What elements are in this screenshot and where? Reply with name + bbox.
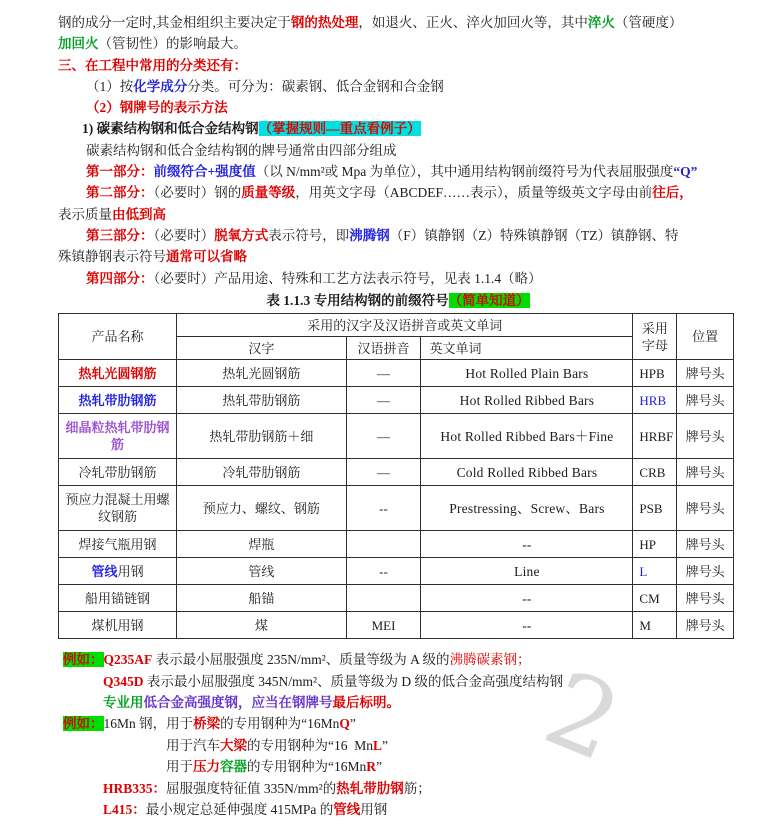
text-segment: 通常可以省略 [166, 249, 247, 265]
text-segment: 表 1.1.3 专用结构钢的前缀符号 [266, 292, 449, 308]
text-segment: 煤 [254, 617, 268, 633]
text-segment: 碳素结构钢和低合金结构钢的牌号通常由四部分组成 [86, 142, 397, 158]
text-segment: 牌号头 [685, 617, 725, 633]
text-segment: ，用英文字母（ABCDEF……表示），质量等级英文字母由前 [295, 185, 653, 201]
text-segment: （F）镇静钢（Z）特殊镇静钢（TZ）镇静钢、特 [389, 227, 679, 243]
text-segment: 屈服强度特征值 335N/mm²的 [166, 780, 337, 796]
text-segment: R [366, 759, 376, 775]
cell-english [421, 414, 633, 459]
cell-hanzi [177, 360, 346, 387]
cell-product-name [59, 387, 177, 414]
text-segment: Q [339, 716, 350, 732]
text-segment: M [639, 617, 651, 633]
text-segment: 牌号头 [685, 365, 725, 381]
text-line [58, 204, 738, 225]
cell-position [677, 360, 734, 387]
text-line [58, 246, 738, 267]
text-line [58, 161, 738, 182]
cell-hanzi [177, 414, 346, 459]
text-segment: 牌号头 [685, 464, 725, 480]
example-line [58, 735, 738, 756]
text-segment: 大梁 [220, 737, 247, 753]
text-segment: 表示质量 [58, 206, 112, 222]
cell-hanzi [177, 459, 346, 486]
header-product-name: 产品名称 [59, 314, 177, 360]
text-segment: 牌号头 [685, 392, 725, 408]
cell-product-name [59, 558, 177, 585]
text-segment: 焊瓶 [248, 536, 275, 552]
cell-position [677, 414, 734, 459]
cell-letter [633, 585, 677, 612]
text-segment: 热轧带肋钢筋 [78, 392, 157, 408]
cell-letter [633, 459, 677, 486]
cell-pinyin [346, 612, 421, 639]
text-segment: HP [639, 536, 657, 552]
text-segment: （以 N/mm²或 Mpa 为单位），其中通用结构钢前缀符号为代表屈服强度 [255, 164, 674, 180]
cell-position [677, 585, 734, 612]
cell-position [677, 459, 734, 486]
cell-product-name [59, 585, 177, 612]
cell-product-name [59, 612, 177, 639]
text-segment: 船用锚链钢 [85, 590, 151, 606]
text-segment: 预应力、螺纹、钢筋 [202, 500, 320, 516]
text-segment: CRB [639, 464, 666, 480]
cell-hanzi [177, 387, 346, 414]
text-line [58, 118, 738, 139]
text-segment: 最小规定总延伸强度 415MPa 的 [145, 802, 334, 817]
text-segment: 淬火 [587, 15, 615, 30]
text-segment: 热轧带肋钢筋 [222, 392, 301, 408]
text-segment: Line [514, 563, 540, 579]
text-segment: 第二部分： [86, 185, 154, 201]
cell-hanzi [177, 585, 346, 612]
text-segment: （必要时） [153, 227, 215, 243]
example-line [58, 671, 738, 692]
cell-position [677, 486, 734, 531]
header-pinyin: 汉语拼音 [346, 337, 421, 360]
example-line [58, 799, 738, 820]
cell-pinyin [346, 414, 421, 459]
table-row [59, 486, 734, 531]
cell-letter [633, 612, 677, 639]
text-segment: 筋； [403, 780, 431, 796]
text-segment: 第四部分： [86, 270, 154, 286]
text-line [58, 225, 738, 246]
text-segment: 牌号头 [685, 500, 725, 516]
text-segment: （必要时）钢的 [153, 185, 242, 201]
cell-product-name [59, 486, 177, 531]
text-segment: -- [379, 500, 388, 516]
text-segment: 热轧光圆钢筋 [222, 365, 301, 381]
text-segment: 容器 [220, 759, 247, 775]
cell-pinyin [346, 459, 421, 486]
cell-english [421, 459, 633, 486]
text-segment: CM [639, 590, 660, 606]
text-segment: 预应力混凝土用螺纹钢筋 [65, 492, 170, 525]
text-segment: 钢的成分一定时,其金相组织主要决定于 [58, 15, 291, 30]
text-segment: （掌握规则—重点看例子） [258, 121, 421, 137]
text-segment: “Q” [673, 164, 698, 180]
cell-pinyin [346, 360, 421, 387]
cell-product-name [59, 414, 177, 459]
cell-position [677, 387, 734, 414]
text-segment: -- [522, 617, 532, 633]
cell-letter [633, 531, 677, 558]
text-segment: — [377, 365, 390, 381]
text-segment: 用钢 [117, 563, 144, 579]
text-segment: 例如： [63, 652, 104, 668]
text-segment: 16Mn 钢，用于 [103, 716, 194, 732]
cell-english [421, 486, 633, 531]
text-segment: 管线 [248, 563, 275, 579]
cell-english [421, 360, 633, 387]
text-segment: -- [522, 590, 532, 606]
text-segment: -- [522, 536, 532, 552]
example-line [58, 778, 738, 799]
example-line [58, 713, 738, 734]
header-position: 位置 [677, 314, 734, 360]
text-segment: -- [379, 563, 388, 579]
cell-english [421, 531, 633, 558]
watermark-digit: 2 [529, 647, 637, 785]
table-row [59, 612, 734, 639]
cell-position [677, 558, 734, 585]
text-segment: ” [376, 759, 382, 775]
text-segment: 往后， [652, 185, 693, 201]
text-line [58, 55, 738, 76]
text-segment: 加回火 [58, 36, 99, 52]
cell-english [421, 558, 633, 585]
text-segment: 化学成分 [133, 78, 188, 94]
text-segment: 牌号头 [685, 563, 725, 579]
cell-letter [633, 387, 677, 414]
text-segment: （管韧性）的影响最大。 [98, 36, 247, 52]
text-segment: L [639, 563, 648, 579]
text-segment: PSB [639, 500, 663, 516]
header-letter: 采用字母 [633, 314, 677, 360]
cell-hanzi [177, 486, 346, 531]
text-segment: 热轧带肋钢 [336, 780, 404, 796]
table-row [59, 531, 734, 558]
text-segment: 前缀符合+强度值 [153, 164, 256, 180]
text-segment: 的专用钢种为“16Mn [220, 716, 340, 732]
text-segment: L [373, 737, 383, 753]
cell-position [677, 531, 734, 558]
text-segment: 焊接气瓶用钢 [78, 536, 157, 552]
text-segment: HRB [639, 392, 667, 408]
header-group: 采用的汉字及汉语拼音或英文单词 [177, 314, 633, 337]
text-segment: 冷轧带肋钢筋 [78, 464, 157, 480]
text-segment: （必要时）产品用途、特殊和工艺方法表示符号，见表 1.1.4（略） [153, 270, 542, 286]
text-line [58, 76, 738, 97]
table-row [59, 585, 734, 612]
text-segment: 1) 碳素结构钢和低合金结构钢 [82, 121, 259, 137]
cell-letter [633, 414, 677, 459]
cell-product-name [59, 531, 177, 558]
text-segment: Hot Rolled Ribbed Bars＋Fine [440, 428, 614, 444]
text-segment: 分类。可分为：碳素钢、低合金钢和合金钢 [187, 78, 444, 94]
text-segment: 脱氧方式 [214, 227, 269, 243]
text-segment: Hot Rolled Ribbed Bars [459, 392, 595, 408]
table-row [59, 459, 734, 486]
text-segment: 沸腾钢 [349, 227, 390, 243]
text-segment: ，如退火、正火、淬火加回火等，其中 [358, 15, 588, 30]
cell-pinyin [346, 531, 421, 558]
text-segment: ” [382, 737, 389, 753]
text-segment: HPB [639, 365, 665, 381]
table-row [59, 414, 734, 459]
text-line [58, 182, 738, 203]
text-segment: 由低到高 [112, 206, 166, 222]
text-segment: 压力 [193, 759, 220, 775]
table-caption-line [58, 290, 738, 311]
text-segment: 表示最小屈服强度 235N/mm²、质量等级为 A 级的 [152, 652, 450, 668]
table-row [59, 387, 734, 414]
text-segment: 第三部分： [86, 227, 154, 243]
text-segment: 船锚 [248, 590, 275, 606]
text-segment: 例如： [63, 716, 104, 732]
cell-hanzi [177, 558, 346, 585]
text-segment: （1）按 [86, 78, 134, 94]
cell-pinyin [346, 558, 421, 585]
text-segment: 专业用 [103, 694, 144, 710]
text-segment: 三、在工程中常用的分类还有： [58, 57, 247, 73]
text-segment: 牌号头 [685, 536, 725, 552]
header-english: 英文单词 [421, 337, 633, 360]
text-segment: 煤机用钢 [91, 617, 144, 633]
cell-english [421, 387, 633, 414]
text-segment: Q345D [103, 673, 144, 689]
cell-product-name [59, 459, 177, 486]
text-segment: 低合金高强度钢，应当在钢牌号 [143, 694, 333, 710]
cell-letter [633, 360, 677, 387]
cell-hanzi [177, 531, 346, 558]
cell-letter [633, 558, 677, 585]
text-segment: Cold Rolled Ribbed Bars [456, 464, 598, 480]
table-row [59, 558, 734, 585]
text-line [58, 97, 738, 118]
text-segment: — [377, 392, 390, 408]
text-segment: 用于 [166, 759, 193, 775]
text-segment: 冷轧带肋钢筋 [222, 464, 301, 480]
example-line [58, 692, 738, 713]
text-segment: 的专用钢种为“16Mn [247, 759, 367, 775]
text-segment: 管线 [91, 563, 118, 579]
text-segment: 殊镇静钢表示符号 [58, 249, 166, 265]
text-segment: （简单知道） [448, 292, 530, 308]
text-segment: 沸腾碳素钢； [449, 652, 531, 668]
text-segment: （2）钢牌号的表示方法 [86, 100, 228, 116]
text-segment: （管硬度） [614, 15, 683, 30]
text-segment: 细晶粒热轧带肋钢筋 [65, 420, 170, 453]
cell-hanzi [177, 612, 346, 639]
cell-pinyin [346, 486, 421, 531]
text-line [58, 268, 738, 289]
text-segment: Q235AF [103, 652, 153, 668]
examples-section [58, 649, 738, 820]
text-segment: 表示最小屈服强度 345N/mm²、质量等级为 D 级的低合金高强度结构钢 [143, 673, 564, 689]
text-segment: 用于汽车 [166, 737, 220, 753]
header-hanzi: 汉字 [177, 337, 346, 360]
text-segment: HRB335： [103, 780, 167, 796]
text-segment: — [377, 464, 390, 480]
table-row [59, 360, 734, 387]
text-segment: 热轧光圆钢筋 [78, 365, 157, 381]
text-segment: 用钢 [360, 802, 388, 817]
text-segment: 牌号头 [685, 590, 725, 606]
table-caption [58, 290, 738, 311]
cell-english [421, 612, 633, 639]
example-line [58, 756, 738, 777]
text-segment: 表示符号，即 [268, 227, 350, 243]
text-segment: 牌号头 [685, 428, 725, 444]
text-segment: 桥梁 [193, 716, 221, 732]
text-segment: MEI [371, 617, 396, 633]
text-segment: — [377, 428, 390, 444]
text-segment: Hot Rolled Plain Bars [465, 365, 589, 381]
text-segment: Prestressing、Screw、Bars [449, 500, 605, 516]
text-line [58, 140, 738, 161]
cell-position [677, 612, 734, 639]
prefix-symbols-table [58, 313, 734, 639]
cell-pinyin [346, 387, 421, 414]
cell-letter [633, 486, 677, 531]
text-segment: 质量等级 [241, 185, 296, 201]
cell-product-name [59, 360, 177, 387]
text-segment: 的专用钢种为“16 Mn [247, 737, 373, 753]
cell-english [421, 585, 633, 612]
example-line [58, 649, 738, 670]
text-segment: L415： [103, 802, 146, 817]
text-segment: HRBF [639, 428, 674, 444]
text-segment: 热轧带肋钢筋＋细 [209, 428, 314, 444]
text-segment: 管线 [333, 802, 361, 817]
text-segment: 钢的热处理 [290, 15, 359, 30]
cell-pinyin [346, 585, 421, 612]
text-line [58, 12, 738, 33]
text-line [58, 33, 738, 54]
intro-section [58, 12, 738, 289]
text-segment: 最后标明。 [332, 694, 400, 710]
text-segment: 第一部分： [86, 164, 154, 180]
text-segment: ” [349, 716, 356, 732]
